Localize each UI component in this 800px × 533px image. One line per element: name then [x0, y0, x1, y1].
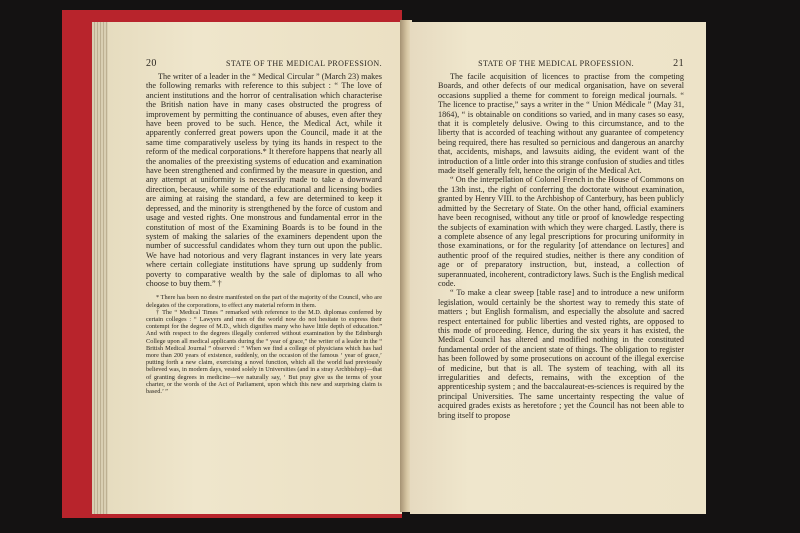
right-running-head: STATE OF THE MEDICAL PROFESSION.: [478, 59, 635, 68]
left-running-head: STATE OF THE MEDICAL PROFESSION.: [226, 59, 382, 68]
left-running-header: [146, 58, 382, 69]
left-text-block: [146, 72, 382, 395]
footnote: † The “ Medical Times ” remarked with reference to the M.D. diplomas conferred by certain colleges : “ Lawyers and men of the world now do not hesitate to express their contempt for the degree of M.D., which dignifies many who have little depth of education.” And with respect to the degrees illegally conferred without examination by the Edinburgh College upon all medical applicants during the “ year of grace,” the writer of a leader in the “ British Medical Journal ” observed : “ When we find a college of physicians which has had more than 200 years of existence, suddenly, on the occasion of the famous ‘ year of grace,’ putting forth a new claim, exercising a novel function, which all the world had previously believed was, in modern days, vested solely in Universities (and in a stray Archbishop)—that of granting degrees in medicine—we naturally say, ‘ But pray give us the terms of your charter, or the words of the Act of Parliament, upon which this new and surprising claim is based.’ ”: [146, 308, 382, 395]
footnote: * There has been no desire manifested on the part of the majority of the Council, who are delegates of the corporations, to effect any material reform in them.: [146, 294, 382, 309]
right-running-header: [438, 58, 684, 69]
left-page: [108, 22, 402, 514]
left-paragraph: The writer of a leader in the “ Medical Circular ” (March 23) makes the following remarks with reference to this subject : “ The love of ancient institutions and the horror of centralisation which characterise the British nation have in many cases obstructed the progress of improvement by permitting the continuance of abuses, even after they have been proved to be such. Hence, the Medical Act, while it apparently conferred great powers upon the Council, made it at the same time comparatively useless by tying its hands in respect to the reform of the medical corporations.* It therefore happens that nearly all the anomalies of the preexisting systems of education and examination have been strengthened and confirmed by the measure in question, and any attempt at uniformity is necessarily made to take a downward direction, because, while some of the educational and licensing bodies are aiming at raising the standard, a few are determined to keep it depressed, and the minority is strengthened by the force of custom and usage and vested rights. One monstrous and fundamental error in the constitution of most of the Examining Boards is to be found in the system of making the salaries of the examiners dependent upon the number of successful candidates whom they turn out upon the public. We have had notorious and very flagrant instances in very late years where certain collegiate institutions have sprung up suddenly from poverty to comparative wealth by the sale of diplomas to all who choose to buy them.” †: [146, 72, 382, 288]
right-text-block: [438, 72, 684, 420]
right-paragraph: “ On the interpellation of Colonel French in the House of Commons on the 13th inst., the right of conferring the doctorate without examination, granted by Henry VIII. to the Archbishop of Canterbury, has been publicly admitted by the Secretary of State. On the other hand, official examiners have been recognised, without any title or proof of knowledge respecting the subjects of examination with which they were charged. Lastly, there is a complete absence of any legal prescriptions for procuring uniformity in those examinations, or for the regularity [of attendance on lectures] and authentic proof of the required studies, neither is there any condition of age or of preparatory instruction, but, instead, a collection of superannuated, incoherent, contradictory laws. Such is the English medical code.: [438, 175, 684, 288]
right-paragraph: The facile acquisition of licences to practise from the competing Boards, and other defects of our medical organisation, have on several occasions supplied a theme for comment to foreign medical journals. “ The licence to practise,” says a writer in the “ Union Médicale ” (May 31, 1864), “ is obtainable on conditions so varied, and in many cases so easy, that it is completely delusive. Owing to this circumstance, and to the liberty that is accorded of teaching without any guarantee of competency being required, there has resulted so pernicious and dangerous an anarchy that, accidents, mishaps, and lawsuits aiding, the evident want of the introduction of a little order into this strange confusion of studies and titles made itself generally felt, hence the origin of the Medical Act.: [438, 72, 684, 176]
left-page-number: 20: [146, 58, 157, 69]
right-page-number: 21: [673, 58, 684, 69]
right-paragraph: “ To make a clear sweep [table rase] and to introduce a new uniform legislation, would certainly be the shortest way to remedy this state of matters ; but English formalism, and especially the absolute and sacred respect entertained for public liberties and vested rights, are opposed to this mode of proceeding. Hence, during the six years it has existed, the Medical Council has altered and modified nothing in the constituted fundamental order of the ancient state of things. The obligation to register has been followed by some prosecutions on account of the illegal exercise of medicine, but that is all. The system of teaching, with all its irregularities and defects, remains, with the exception of the apprenticeship system ; and the baccalaureat-es-sciences is required by the principal Universities. The same uncertainty respecting the value of acquired grades exists as heretofore ; yet the Council has not been able to bring itself to propose: [438, 288, 684, 420]
right-page: [410, 22, 706, 514]
